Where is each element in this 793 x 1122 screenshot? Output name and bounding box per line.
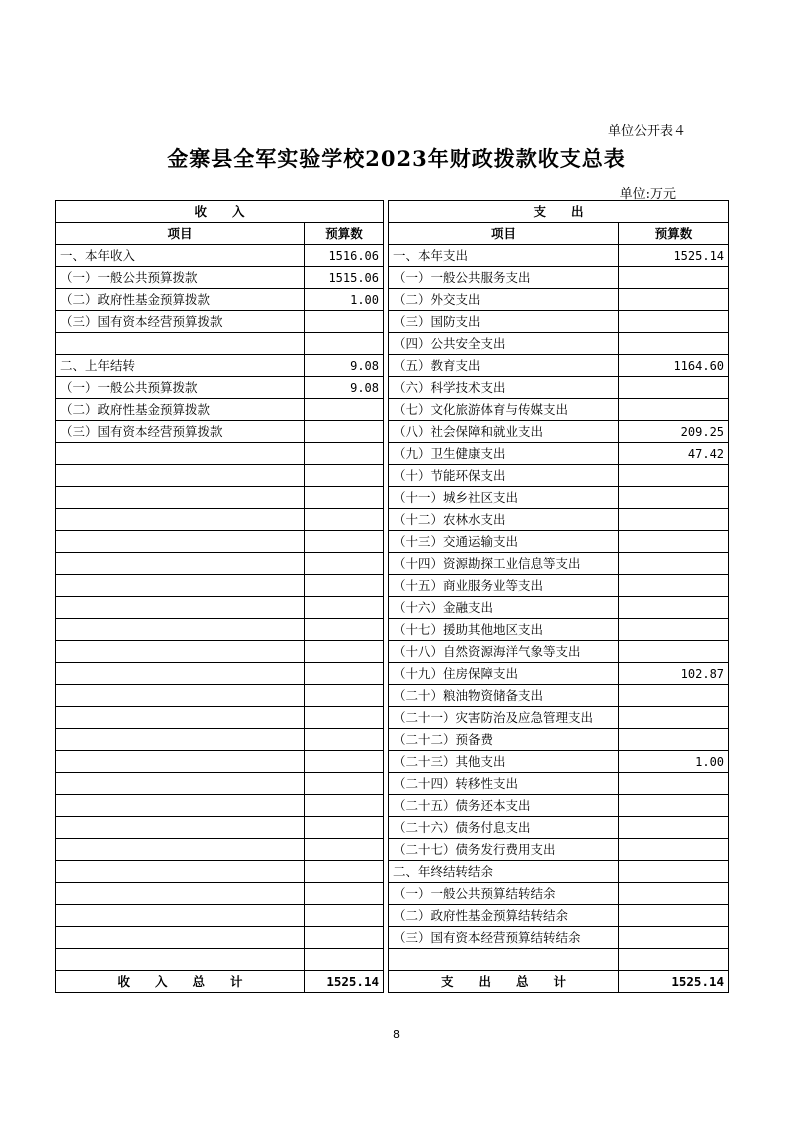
expense-item-cell: （二）外交支出: [389, 289, 619, 311]
expense-item-cell: （二十）粮油物资储备支出: [389, 685, 619, 707]
income-amount-cell: 1516.06: [305, 245, 384, 267]
income-item-cell: [56, 553, 305, 575]
income-item-cell: 一、本年收入: [56, 245, 305, 267]
expense-item-cell: （十九）住房保障支出: [389, 663, 619, 685]
expense-item-header: 项目: [389, 223, 619, 245]
expense-item-cell: （十八）自然资源海洋气象等支出: [389, 641, 619, 663]
expense-amount-cell: [619, 465, 729, 487]
income-amount-cell: [305, 575, 384, 597]
expense-item-cell: （十一）城乡社区支出: [389, 487, 619, 509]
income-amount-cell: [305, 531, 384, 553]
income-item-cell: （一）一般公共预算拨款: [56, 267, 305, 289]
table-row: [56, 751, 729, 773]
expense-item-cell: （二十七）债务发行费用支出: [389, 839, 619, 861]
income-item-cell: （三）国有资本经营预算拨款: [56, 311, 305, 333]
table-row: [56, 839, 729, 861]
income-item-cell: （一）一般公共预算拨款: [56, 377, 305, 399]
table-row: [56, 619, 729, 641]
income-group-header: 收 入: [56, 201, 384, 223]
table-row: [56, 487, 729, 509]
expense-amount-cell: [619, 949, 729, 971]
income-item-cell: [56, 751, 305, 773]
income-item-cell: [56, 927, 305, 949]
income-amount-cell: [305, 839, 384, 861]
expense-amount-cell: [619, 597, 729, 619]
income-amount-cell: [305, 927, 384, 949]
table-row: [56, 883, 729, 905]
income-item-cell: （三）国有资本经营预算拨款: [56, 421, 305, 443]
income-amount-cell: [305, 619, 384, 641]
income-amount-cell: [305, 487, 384, 509]
column-header-row: [56, 223, 729, 245]
expense-item-cell: （二十四）转移性支出: [389, 773, 619, 795]
income-amount-cell: [305, 509, 384, 531]
expense-item-cell: （五）教育支出: [389, 355, 619, 377]
expense-amount-cell: [619, 377, 729, 399]
expense-amount-cell: [619, 795, 729, 817]
income-item-cell: [56, 685, 305, 707]
expense-item-cell: （二十二）预备费: [389, 729, 619, 751]
table-row: [56, 267, 729, 289]
income-item-cell: [56, 597, 305, 619]
income-item-cell: [56, 509, 305, 531]
doc-table-label: 单位公开表４: [607, 124, 686, 139]
table-row: [56, 575, 729, 597]
expense-item-cell: （十二）农林水支出: [389, 509, 619, 531]
income-amount-cell: [305, 773, 384, 795]
expense-amount-cell: [619, 729, 729, 751]
unit-label: 单位:万元: [619, 187, 676, 202]
income-amount-cell: [305, 751, 384, 773]
income-amount-cell: [305, 399, 384, 421]
income-amount-cell: [305, 949, 384, 971]
table-row: [56, 795, 729, 817]
table-row: [56, 949, 729, 971]
expense-amount-cell: [619, 399, 729, 421]
income-amount-cell: 1515.06: [305, 267, 384, 289]
expense-amount-cell: [619, 333, 729, 355]
page-title: 金寨县全军实验学校2023年财政拨款收支总表: [167, 146, 626, 171]
income-amount-cell: [305, 311, 384, 333]
expense-item-cell: （四）公共安全支出: [389, 333, 619, 355]
income-item-cell: [56, 817, 305, 839]
table-row: [56, 377, 729, 399]
table-row: [56, 729, 729, 751]
income-item-cell: （二）政府性基金预算拨款: [56, 289, 305, 311]
table-row: [56, 905, 729, 927]
income-amount-header: 预算数: [305, 223, 384, 245]
expense-amount-cell: [619, 905, 729, 927]
expense-item-cell: （二十一）灾害防治及应急管理支出: [389, 707, 619, 729]
table-row: [56, 531, 729, 553]
expense-item-cell: （十七）援助其他地区支出: [389, 619, 619, 641]
expense-item-cell: （二十五）债务还本支出: [389, 795, 619, 817]
income-item-cell: [56, 333, 305, 355]
expense-amount-cell: [619, 619, 729, 641]
expense-item-cell: （二十六）债务付息支出: [389, 817, 619, 839]
income-item-cell: [56, 465, 305, 487]
expense-amount-cell: [619, 575, 729, 597]
table-row: [56, 817, 729, 839]
expense-amount-cell: [619, 707, 729, 729]
income-item-cell: [56, 575, 305, 597]
table-row: [56, 421, 729, 443]
expense-item-cell: （一）一般公共服务支出: [389, 267, 619, 289]
expense-amount-cell: [619, 531, 729, 553]
income-amount-cell: [305, 553, 384, 575]
table-row: [56, 685, 729, 707]
income-amount-cell: [305, 443, 384, 465]
expense-amount-cell: [619, 817, 729, 839]
expense-item-cell: （三）国防支出: [389, 311, 619, 333]
table-row: [56, 465, 729, 487]
expense-amount-cell: 209.25: [619, 421, 729, 443]
expense-amount-cell: 102.87: [619, 663, 729, 685]
expense-item-cell: [389, 949, 619, 971]
table-row: [56, 399, 729, 421]
income-amount-cell: [305, 641, 384, 663]
expense-amount-cell: 1525.14: [619, 245, 729, 267]
expense-total-amount: 1525.14: [619, 971, 729, 993]
expense-amount-cell: [619, 773, 729, 795]
expense-item-cell: （六）科学技术支出: [389, 377, 619, 399]
table-row: [56, 597, 729, 619]
expense-amount-cell: [619, 685, 729, 707]
expense-item-cell: （十三）交通运输支出: [389, 531, 619, 553]
income-amount-cell: [305, 795, 384, 817]
income-total-label: 收 入 总 计: [56, 971, 305, 993]
table-row: [56, 773, 729, 795]
expense-amount-cell: [619, 927, 729, 949]
income-item-cell: [56, 949, 305, 971]
income-amount-cell: [305, 663, 384, 685]
expense-item-cell: （二十三）其他支出: [389, 751, 619, 773]
expense-item-cell: （一）一般公共预算结转结余: [389, 883, 619, 905]
income-item-cell: [56, 795, 305, 817]
income-item-cell: [56, 707, 305, 729]
table-row: [56, 927, 729, 949]
income-item-cell: [56, 773, 305, 795]
expense-amount-cell: [619, 311, 729, 333]
expense-amount-cell: [619, 289, 729, 311]
expense-amount-cell: [619, 509, 729, 531]
income-item-cell: 二、上年结转: [56, 355, 305, 377]
expense-item-cell: （七）文化旅游体育与传媒支出: [389, 399, 619, 421]
income-amount-cell: [305, 817, 384, 839]
income-item-cell: [56, 861, 305, 883]
table-row: [56, 443, 729, 465]
expense-total-label: 支 出 总 计: [389, 971, 619, 993]
income-item-cell: [56, 839, 305, 861]
income-amount-cell: [305, 685, 384, 707]
table-row: [56, 245, 729, 267]
income-amount-cell: [305, 883, 384, 905]
expense-item-cell: （八）社会保障和就业支出: [389, 421, 619, 443]
income-item-cell: （二）政府性基金预算拨款: [56, 399, 305, 421]
table-row: [56, 333, 729, 355]
income-item-cell: [56, 663, 305, 685]
income-item-cell: [56, 487, 305, 509]
table-row: [56, 707, 729, 729]
income-amount-cell: 9.08: [305, 377, 384, 399]
income-item-cell: [56, 905, 305, 927]
budget-table: [55, 200, 729, 993]
expense-item-cell: （十）节能环保支出: [389, 465, 619, 487]
expense-amount-cell: [619, 267, 729, 289]
income-amount-cell: [305, 707, 384, 729]
totals-row: [56, 971, 729, 993]
expense-item-cell: （二）政府性基金预算结转结余: [389, 905, 619, 927]
income-amount-cell: [305, 861, 384, 883]
income-amount-cell: [305, 333, 384, 355]
expense-amount-cell: [619, 487, 729, 509]
income-amount-cell: 9.08: [305, 355, 384, 377]
income-item-cell: [56, 531, 305, 553]
expense-item-cell: （三）国有资本经营预算结转结余: [389, 927, 619, 949]
expense-amount-cell: [619, 861, 729, 883]
income-item-cell: [56, 729, 305, 751]
table-row: [56, 509, 729, 531]
expense-amount-cell: [619, 839, 729, 861]
expense-amount-cell: [619, 641, 729, 663]
table-row: [56, 553, 729, 575]
expense-item-cell: （十四）资源勘探工业信息等支出: [389, 553, 619, 575]
expense-group-header: 支 出: [389, 201, 729, 223]
income-item-cell: [56, 641, 305, 663]
expense-item-cell: （九）卫生健康支出: [389, 443, 619, 465]
page-number: 8: [393, 1028, 400, 1041]
table-row: [56, 641, 729, 663]
expense-amount-header: 预算数: [619, 223, 729, 245]
expense-amount-cell: [619, 883, 729, 905]
income-amount-cell: [305, 597, 384, 619]
income-amount-cell: [305, 465, 384, 487]
income-item-cell: [56, 443, 305, 465]
income-total-amount: 1525.14: [305, 971, 384, 993]
expense-item-cell: 二、年终结转结余: [389, 861, 619, 883]
table-row: [56, 289, 729, 311]
expense-amount-cell: [619, 553, 729, 575]
table-row: [56, 861, 729, 883]
table-row: [56, 663, 729, 685]
income-amount-cell: 1.00: [305, 289, 384, 311]
expense-amount-cell: 1.00: [619, 751, 729, 773]
income-amount-cell: [305, 729, 384, 751]
expense-item-cell: （十六）金融支出: [389, 597, 619, 619]
income-item-cell: [56, 883, 305, 905]
income-item-header: 项目: [56, 223, 305, 245]
expense-item-cell: （十五）商业服务业等支出: [389, 575, 619, 597]
group-header-row: [56, 201, 729, 223]
expense-item-cell: 一、本年支出: [389, 245, 619, 267]
income-item-cell: [56, 619, 305, 641]
table-row: [56, 311, 729, 333]
table-row: [56, 355, 729, 377]
income-amount-cell: [305, 905, 384, 927]
expense-amount-cell: 1164.60: [619, 355, 729, 377]
expense-amount-cell: 47.42: [619, 443, 729, 465]
income-amount-cell: [305, 421, 384, 443]
